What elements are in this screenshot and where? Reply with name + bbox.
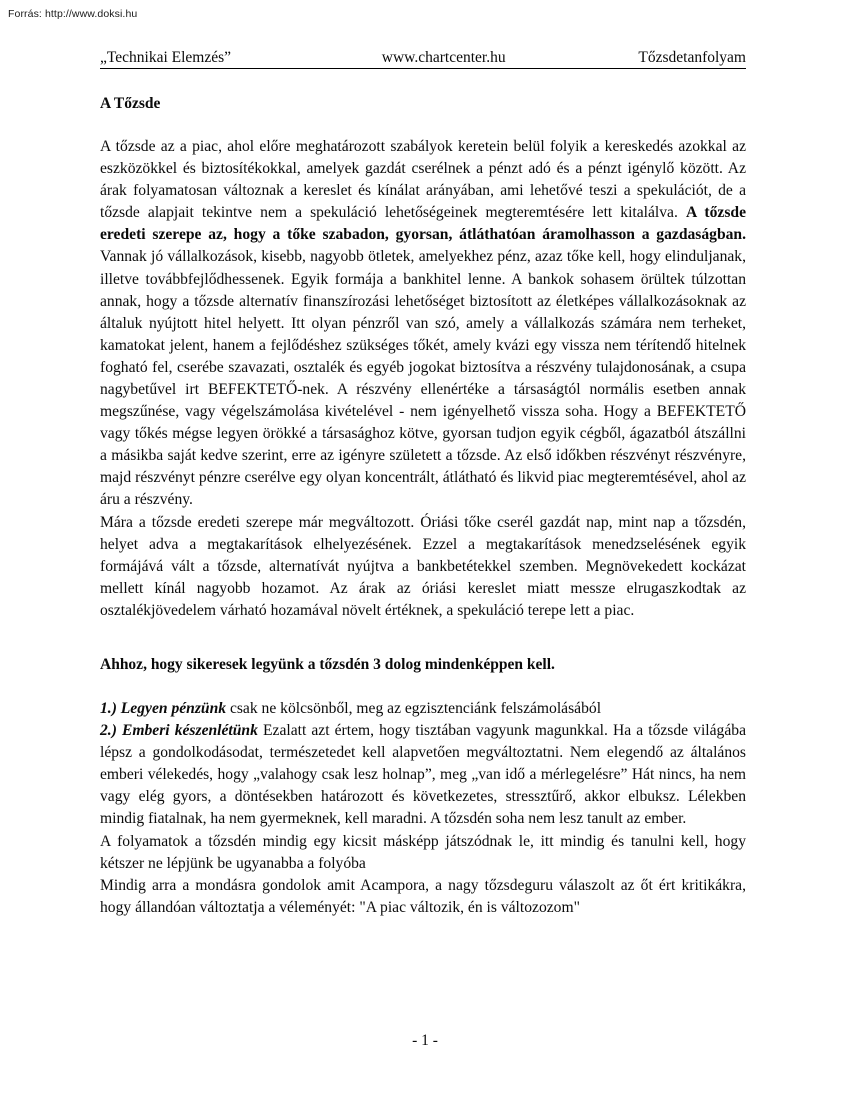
header-left-title: „Technikai Elemzés” (100, 49, 232, 66)
header-right-course: Tőzsdetanfolyam (638, 49, 746, 66)
header-center-url: www.chartcenter.hu (381, 49, 506, 66)
section-heading-three-things: Ahhoz, hogy sikeresek legyünk a tőzsdén 3 dolog mindenképpen kell. (100, 656, 555, 674)
page-content (100, 48, 746, 919)
paragraph-processes: A folyamatok a tőzsdén mindig egy kicsit másképp játszódnak le, itt mindig és tanulni kell, hogy kétszer ne lépjünk be ugyanabba a folyóba (100, 832, 746, 872)
paragraph-intro-emphasis: A tőzsde eredeti szerepe az, hogy a tőke szabadon, gyorsan, átláthatóan áramolhasson a gazdaságban. (100, 204, 746, 244)
page-title: A Tőzsde (100, 95, 161, 113)
list-item-2 (100, 720, 746, 830)
list-item-1-label: 1.) Legyen pénzünk (100, 699, 227, 717)
paragraph-spacer-1 (100, 622, 746, 644)
paragraph-spacer-1b (100, 644, 746, 655)
list-item-2-text: Ezalatt azt értem, hogy tisztában vagyunk magunkkal. Ha a tőzsde világába lépsz a gondolkodásodat, természetedet kell alapvetően megváltoztatni. Nem elegendő az általános emberi vélekedés, hogy „valahogy csak lesz holnap”, meg „van idő a mérlegelésre” Hát nincs, ha nem vagy elég gyors, a döntésekben határozott és következetes, stressztűrő, akkor elbuksz. Lélekben mindig fiatalnak, ha nem gyermeknek, kell maradni. A tőzsdén soha nem lesz tanult az ember. (100, 722, 746, 828)
list-item-2-label: 2.) Emberi készenlétünk (100, 722, 258, 740)
paragraph-intro-part1: A tőzsde az a piac, ahol előre meghatározott szabályok keretein belül folyik a kereskedés azokkal az eszközökkel és biztosítékokkal, amelyek gazdát cserélnek a pénzt adó és a pénzt igénylő között. Az árak folyamatosan változnak a kereslet és kínálat arányában, ami lehetővé teszi a spekulációt, de a tőzsde alapjait tekintve nem a spekuláció lehetőségeinek megteremtésére lett kitalálva. (100, 137, 746, 222)
paragraph-modern-role: Mára a tőzsde eredeti szerepe már megváltozott. Óriási tőke cserél gazdát nap, mint nap a tőzsdén, helyet adva a megtakarítások elhelyezésének. Ezzel a megtakarítások menedzselésének egyik formájává vált a tőzsde, alternatívát nyújtva a bankbetétekkel szemben. Megnövekedett kockázat mellett kínál nagyobb hozamot. Az árak az óriási kereslet miatt messze elrugaszkodtak az osztalékjövedelem várható hozamával növelt értéknek, a spekuláció terepe lett a piac. (100, 513, 746, 619)
list-item-1-text: csak ne kölcsönből, meg az egzisztenciánk felszámolásából (226, 699, 602, 717)
paragraph-spacer-2 (100, 676, 746, 698)
paragraph-acampora-quote: Mindig arra a mondásra gondolok amit Acampora, a nagy tőzsdeguru válaszolt az őt ért kritikákra, hogy állandóan változtatja a véleményét: "A piac változik, én is változozom" (100, 876, 746, 916)
page-footer (0, 1032, 850, 1051)
source-stamp: Forrás: http://www.doksi.hu (8, 8, 138, 20)
page-number: - 1 - (412, 1032, 438, 1049)
paragraph-intro (100, 136, 746, 512)
paragraph-intro-part2: Vannak jó vállalkozások, kisebb, nagyobb ötletek, amelyekhez pénz, azaz tőke kell, hogy elinduljanak, illetve továbbfejlődhessenek. Egyik formája a bankhitel lenne. A bankok sohasem örültek túlzottan annak, hogy a tőzsde alternatív finanszírozási lehetőséget biztosított az életképes vállalkozásoknak az általuk nyújtott hitel helyett. Itt olyan pénzről van szó, amely a vállalkozás számára nem terheket, kamatokat jelent, hanem a fejlődéshez szükséges tőkét, amely kvázi egy vissza nem térítendő hitelnek fogható fel, cserébe szavazati, osztalék és egyéb jogokat biztosítva a részvény tulajdonosának, a csupa nagybetűvel irt BEFEKTETŐ-nek. A részvény ellenértéke a társaságtól normális esetben annak megszűnése, vagy végelszámolása kivételével - nem igényelhető vissza soha. Hogy a BEFEKTETŐ vagy tőkés mégse legyen örökké a társasághoz kötve, gyorsan tudjon egyik cégből, ágazatból átszállni a másikba saját kedve szerint, erre az igényre született a tőzsde. Az első időkben részvényt részvényre, majd részvényt pénzre cserélve egy olyan koncentrált, átlátható és likvid piac megteremtésével, ahol az áru a részvény. (100, 248, 746, 509)
list-item-1 (100, 698, 746, 720)
running-header (100, 48, 746, 69)
